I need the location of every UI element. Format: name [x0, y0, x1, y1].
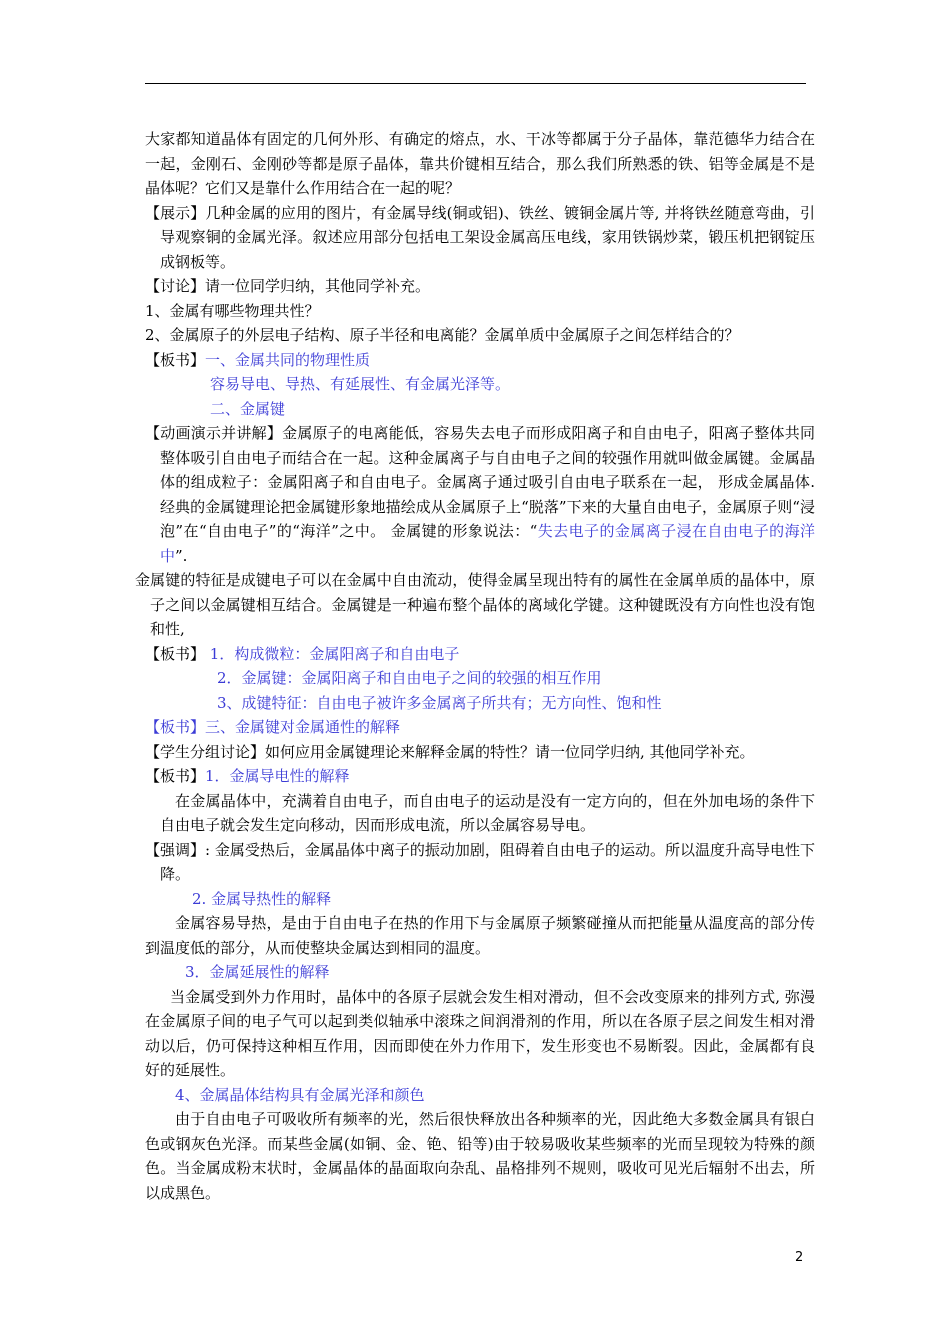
board-tag: 【板书】 [145, 767, 206, 785]
board-heading-2 [145, 642, 815, 667]
discuss-line: 【讨论】请一位同学归纳，其他同学补充。 [145, 277, 431, 295]
board-text: 三、金属键对金属通性的解释 [205, 718, 401, 736]
feature-paragraph: 金属键的特征是成键电子可以在金属中自由流动，使得金属呈现出特有的属性在金属单质的晶体中，原子之间以金属键相互结合。金属键是一种遍布整个晶体的离域化学键。这种键既没有方向性也没有饱和性, [135, 571, 815, 638]
board-text: 一、金属共同的物理性质 [205, 350, 371, 369]
animation-quote: 失去电子的金属离子浸在自由电子的海洋中 [160, 522, 815, 565]
board-heading-3 [145, 715, 815, 740]
heading-luster: 4、金属晶体结构具有金属光泽和颜色 [175, 1085, 425, 1104]
animation-paragraph [145, 421, 815, 568]
board-line-bond: 2．金属键：金属阳离子和自由电子之间的较强的相互作用 [217, 669, 602, 687]
board-text: 1．构成微粒：金属阳离子和自由电子 [205, 644, 460, 663]
page-number: 2 [795, 1250, 804, 1265]
heat-paragraph: 金属容易导热，是由于自由电子在热的作用下与金属原子频繁碰撞从而把能量从温度高的部分传到温度低的部分，从而使整块金属达到相同的温度。 [145, 914, 815, 957]
board-tag: 【板书】 [145, 718, 206, 736]
conductivity-text: 在金属晶体中，充满着自由电子，而自由电子的运动是没有一定方向的，但在外加电场的条件下自由电子就会发生定向移动，因而形成电流，所以金属容易导电。 [160, 791, 815, 834]
document-body [135, 127, 815, 1205]
stress-paragraph: 【强调】: 金属受热后，金属晶体中离子的振动加剧，阻碍着自由电子的运动。所以温度升高导电性下降。 [145, 840, 815, 883]
show-paragraph: 【展示】几种金属的应用的图片，有金属导线(铜或铝)、铁丝、镀铜金属片等, 并将铁丝随意弯曲，引导观察铜的金属光泽。叙述应用部分包括电工架设金属高压电线，家用铁锅炒菜，锻压机把钢锭压成钢板等。 [145, 203, 815, 271]
header-rule [145, 83, 806, 84]
board-line-properties: 容易导电、导热、有延展性、有金属光泽等。 [210, 375, 511, 393]
board-line-feature: 3、成键特征：自由电子被许多金属离子所共有；无方向性、饱和性 [217, 693, 662, 712]
question-1: 1、金属有哪些物理共性？ [145, 301, 320, 320]
board-line-metal-bond: 二、金属键 [210, 399, 286, 418]
board-heading-4 [145, 764, 815, 789]
conductivity-paragraph [145, 789, 815, 838]
board-heading-1 [145, 348, 815, 373]
animation-text: 【动画演示并讲解】金属原子的电离能低，容易失去电子而形成阳离子和自由电子，阳离子整体共同整体吸引自由电子而结合在一起。这种金属离子与自由电子之间的较强作用就叫做金属键。金属晶体的组成粒子：金属阳离子和自由电子。金属离子通过吸引自由电子联系在一起， 形成金属晶体. 经典的金属键理论把金属键形象地描绘成从金属原子上“脱落”下来的大量自由电子，金属原子则“浸泡”在“自由电子”的“海洋”之中。 金属键的形象说法：“ [145, 424, 815, 540]
ductility-paragraph: 当金属受到外力作用时，晶体中的各原子层就会发生相对滑动，但不会改变原来的排列方式, 弥漫在金属原子间的电子气可以起到类似轴承中滚珠之间润滑剂的作用，所以在各原子层之间发生相对滑动以后，仍可保持这种相互作用，因而即使在外力作用下，发生形变也不易断裂。因此，金属都有良好的延展性。 [145, 987, 815, 1079]
question-2: 2、金属原子的外层电子结构、原子半径和电离能？金属单质中金属原子之间怎样结合的？ [145, 326, 740, 344]
board-text: 1．金属导电性的解释 [205, 767, 350, 785]
animation-end: ”. [175, 546, 188, 565]
intro-paragraph: 大家都知道晶体有固定的几何外形、有确定的熔点，水、干冰等都属于分子晶体，靠范德华力结合在一起，金刚石、金刚砂等都是原子晶体，靠共价键相互结合，那么我们所熟悉的铁、铝等金属是不是晶体呢？它们又是靠什么作用结合在一起的呢？ [145, 130, 815, 197]
heading-heat: 2. 金属导热性的解释 [192, 889, 332, 908]
board-tag: 【板书】 [145, 644, 206, 663]
heading-ductility: 3．金属延展性的解释 [185, 963, 330, 981]
board-tag: 【板书】 [145, 350, 206, 369]
luster-paragraph: 由于自由电子可吸收所有频率的光，然后很快释放出各种频率的光，因此绝大多数金属具有银白色或钢灰色光泽。而某些金属(如铜、金、铯、铅等)由于较易吸收某些频率的光而呈现较为特殊的颜色。当金属成粉末状时，金属晶体的晶面取向杂乱、晶格排列不规则，吸收可见光后辐射不出去，所以成黑色。 [145, 1110, 815, 1202]
group-discussion: 【学生分组讨论】如何应用金属键理论来解释金属的特性？请一位同学归纳, 其他同学补充。 [145, 742, 755, 761]
